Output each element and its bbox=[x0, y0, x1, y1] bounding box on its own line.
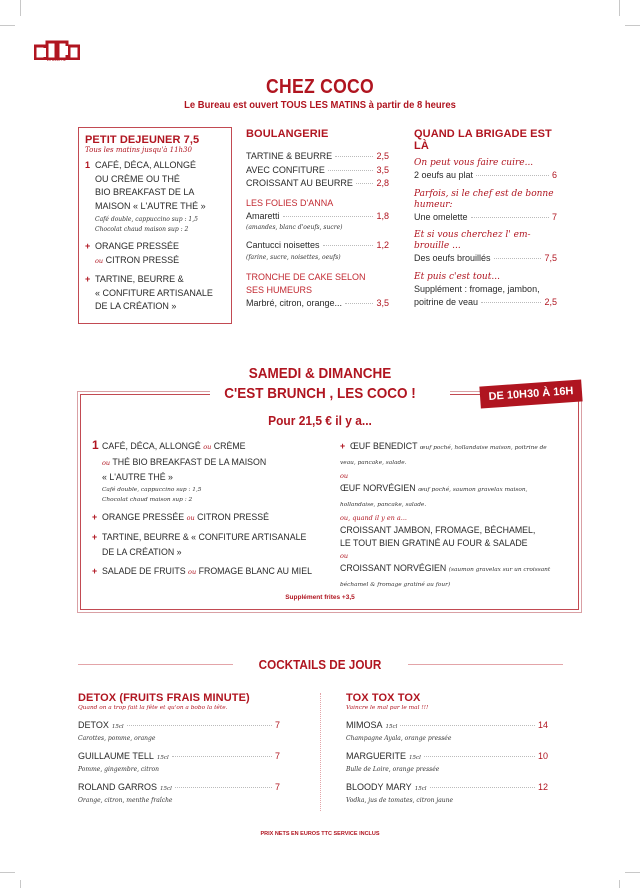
brunch-right-column: + ŒUF BENEDICT œuf poché, hollandaise maison, poitrine de veau, pancake, salade. ou ŒUF NORVÉGIEN œuf poché, saumon gravelax maison, hollandaise, pancake, salade. ou, quand il y en a... CROISSANT JAMBON, FROMAGE, BÉCHAMEL, LE TOUT BIEN GRATINÉ AU FOUR & SALADE ou CROISSANT NORVÉGIEN (saumon gravelax sur un croissant béchamel & fromage gratiné au four) bbox=[340, 440, 562, 592]
tox-tagline: Vaincre le mal par le mal !!! bbox=[346, 705, 429, 711]
detox-title: DETOX (FRUITS FRAIS MINUTE) bbox=[78, 692, 250, 704]
number-one-icon: 1 bbox=[85, 160, 91, 170]
brunch-left-column bbox=[92, 438, 332, 580]
brigade-intro: Parfois, si le chef est de bonne humeur: bbox=[414, 188, 554, 210]
brunch-item-1: 1 CAFÉ, DÉCA, ALLONGÉ ou CRÈME ou THÉ BIO BREAKFAST DE LA MAISON « L'AUTRE THÉ » Café double, cappuccino sup : 1,5 Chocolat chaud maison sup : 2 bbox=[92, 438, 267, 503]
menu-item: Une omelette 7 bbox=[414, 211, 557, 222]
menu-item-line: Supplément : fromage, jambon, bbox=[414, 283, 540, 294]
brunch-item-2: + ORANGE PRESSÉE ou CITRON PRESSÉ bbox=[92, 510, 332, 526]
menu-item: Marbré, citron, orange... 3,5 bbox=[246, 297, 389, 308]
crop-mark bbox=[625, 25, 640, 26]
brigade-title: QUAND LA BRIGADE EST LÀ bbox=[414, 128, 552, 152]
detox-tagline: Quand on a trop fait la fête et qu'on a bobo la tête. bbox=[78, 705, 228, 711]
crop-mark bbox=[0, 872, 15, 873]
cocktail-item: BLOODY MARY 15cl 12 Vodka, jus de tomates, citron jaune bbox=[346, 782, 548, 804]
page-title: CHEZ COCO bbox=[266, 76, 374, 98]
plus-icon: + bbox=[92, 566, 98, 576]
crop-mark bbox=[20, 880, 21, 888]
plus-icon: + bbox=[92, 532, 98, 542]
brigade-section bbox=[414, 128, 557, 310]
petit-dejeuner-box bbox=[78, 127, 232, 324]
menu-item: Cantucci noisettes 1,2 bbox=[246, 240, 389, 250]
menu-item: TARTINE & BEURRE 2,5 bbox=[246, 151, 389, 161]
crop-mark bbox=[619, 0, 620, 16]
item-description: (amandes, blanc d'oeufs, sucre) bbox=[246, 224, 343, 231]
crop-mark bbox=[20, 0, 21, 16]
cocktail-item: MIMOSA 15cl 14 Champagne Ayala, orange pressée bbox=[346, 720, 548, 742]
boulangerie-title: BOULANGERIE bbox=[246, 128, 329, 140]
brunch-supplement: Supplément frites +3,5 bbox=[285, 594, 355, 601]
plus-icon: + bbox=[85, 241, 91, 251]
cocktail-item: GUILLAUME TELL 15cl 7 Pomme, gingembre, citron bbox=[78, 751, 280, 773]
menu-item: poitrine de veau 2,5 bbox=[414, 297, 557, 307]
pd-item-3: + TARTINE, BEURRE & « CONFITURE ARTISANALE DE LA CRÉATION » bbox=[85, 274, 213, 311]
pd-item-1: 1 CAFÉ, DÉCA, ALLONGÉ OU CRÈME OU THÉ BIO BREAKFAST DE LA MAISON « L'AUTRE THÉ » Café double, cappuccino sup : 1,5 Chocolat chaud maison sup : 2 bbox=[85, 160, 206, 233]
cake-title-2: SES HUMEURS bbox=[246, 284, 313, 295]
cocktail-item: DETOX 15cl 7 Carottes, pomme, orange bbox=[78, 720, 280, 742]
plus-icon: + bbox=[340, 441, 346, 451]
item-description: (farine, sucre, noisettes, oeufs) bbox=[246, 253, 341, 261]
crop-mark bbox=[0, 25, 15, 26]
menu-item: 2 oeufs au plat 6 bbox=[414, 170, 557, 180]
folies-title: LES FOLIES D'ANNA bbox=[246, 197, 334, 208]
brunch-item-3: + TARTINE, BEURRE & « CONFITURE ARTISANALE DE LA CRÉATION » bbox=[92, 532, 307, 557]
brunch-croissant-norvegien: CROISSANT NORVÉGIEN (saumon gravelax sur un croissant béchamel & fromage gratiné au four) bbox=[340, 563, 551, 588]
brunch-norvegien: ŒUF NORVÉGIEN œuf poché, saumon gravelax maison, hollandaise, pancake, salade. bbox=[340, 483, 528, 508]
crop-mark bbox=[625, 872, 640, 873]
brunch-price: Pour 21,5 € il y a... bbox=[268, 413, 372, 428]
plus-icon: + bbox=[92, 511, 98, 522]
brunch-item-4: + SALADE DE FRUITS ou FROMAGE BLANC AU MIEL bbox=[92, 564, 332, 580]
menu-item: Amaretti 1,8 bbox=[246, 210, 389, 221]
page-subtitle: Le Bureau est ouvert TOUS LES MATINS à partir de 8 heures bbox=[184, 99, 456, 111]
cocktail-item: ROLAND GARROS 15cl 7 Orange, citron, menthe fraîche bbox=[78, 782, 280, 804]
column-divider bbox=[320, 693, 321, 811]
tox-title: TOX TOX TOX bbox=[346, 692, 421, 704]
number-one-icon: 1 bbox=[92, 438, 99, 452]
tox-section bbox=[346, 692, 548, 806]
brunch-eggs: + ŒUF BENEDICT œuf poché, hollandaise maison, poitrine de veau, pancake, salade. bbox=[340, 441, 547, 466]
brigade-intro: Et si vous cherchez l' em-brouille ... bbox=[414, 230, 531, 251]
logo-subtext: Brasserie bbox=[47, 57, 67, 62]
cake-title: TRONCHE DE CAKE SELON bbox=[246, 271, 366, 282]
brigade-intro: On peut vous faire cuire... bbox=[414, 158, 534, 168]
plus-icon: + bbox=[85, 274, 91, 284]
menu-item: Des oeufs brouillés 7,5 bbox=[414, 253, 557, 263]
footer-note: PRIX NETS EN EUROS TTC SERVICE INCLUS bbox=[260, 831, 380, 837]
menu-item: CROISSANT AU BEURRE 2,8 bbox=[246, 178, 389, 188]
detox-section bbox=[78, 692, 280, 806]
crop-mark bbox=[619, 880, 620, 888]
brunch-subtitle: C'EST BRUNCH , LES COCO ! bbox=[224, 385, 416, 402]
brigade-intro: Et puis c'est tout... bbox=[414, 271, 500, 282]
petit-dejeuner-note: Tous les matins jusqu'à 11h30 bbox=[85, 146, 192, 154]
petit-dejeuner-title: PETIT DEJEUNER 7,5 bbox=[85, 134, 200, 146]
pd-item-2: + ORANGE PRESSÉE ou CITRON PRESSÉ bbox=[85, 241, 180, 265]
brunch-hours-badge: DE 10H30 À 16H bbox=[479, 379, 582, 408]
cocktails-title: COCKTAILS DE JOUR bbox=[258, 657, 382, 672]
brunch-title: SAMEDI & DIMANCHE bbox=[248, 365, 392, 382]
boulangerie-section bbox=[246, 128, 389, 310]
menu-item: AVEC CONFITURE 3,5 bbox=[246, 164, 389, 175]
cocktail-item: MARGUERITE 15cl 10 Bulle de Loire, orange pressée bbox=[346, 751, 548, 773]
